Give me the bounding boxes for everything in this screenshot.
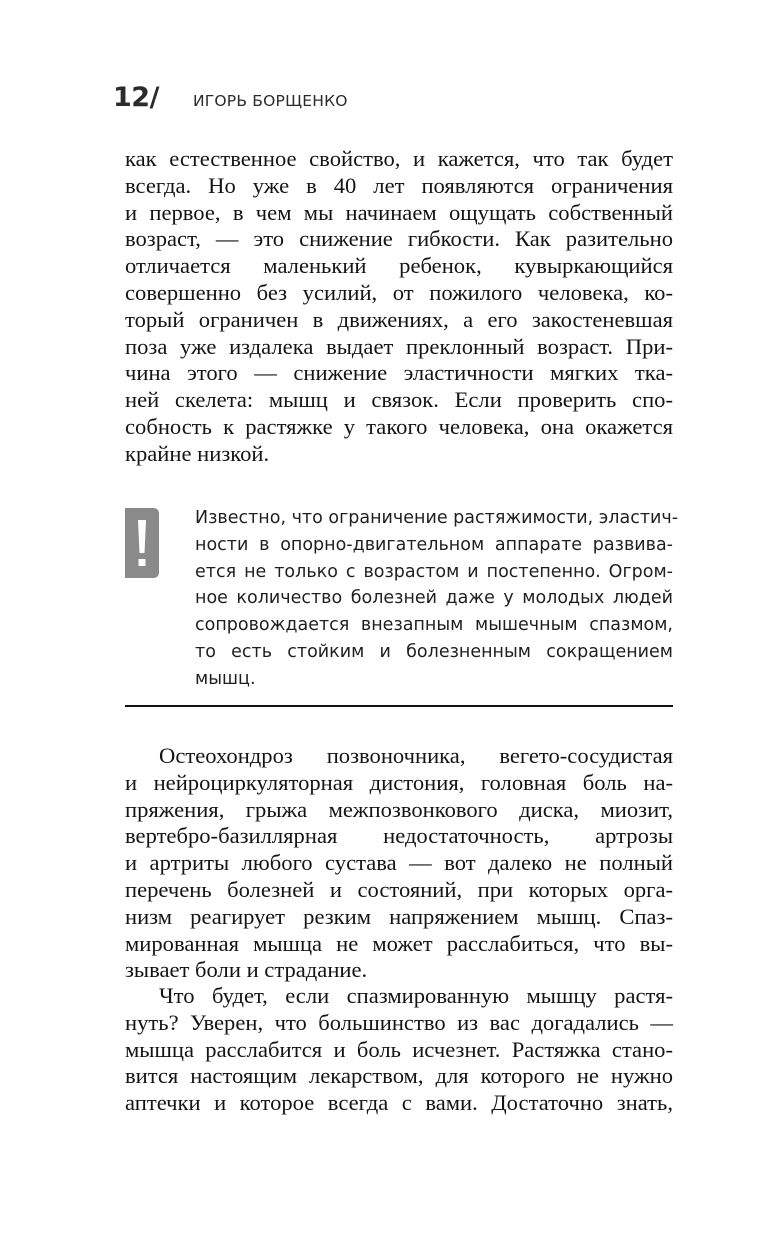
text-line: мированная мышца не может расслабиться, что вы-	[125, 930, 673, 956]
note-line: ности в опорно-двигательном аппарате развива-	[195, 534, 673, 555]
text-line: возраст, — это снижение гибкости. Как разительно	[125, 226, 673, 252]
paragraph-1	[125, 146, 673, 468]
note-text	[195, 505, 679, 693]
note-line: мышц.	[195, 668, 256, 689]
text-line: перечень болезней и состояний, при которых орга-	[125, 876, 673, 902]
paragraph-3	[125, 983, 673, 1117]
text-line: торый ограничен в движениях, а его закостеневшая	[125, 306, 673, 332]
text-line: и артриты любого сустава — вот далеко не полный	[125, 850, 673, 876]
text-line: низм реагирует резким напряжением мышц. Спаз-	[125, 903, 673, 929]
text-line: Что будет, если спазмированную мышцу растя-	[159, 983, 673, 1008]
running-header	[113, 82, 348, 113]
text-line: вертебро-базиллярная недостаточность, артрозы	[125, 823, 673, 849]
text-line: вится настоящим лекарством, для которого не нужно	[125, 1063, 673, 1089]
note-line: то есть стойким и болезненным сокращением	[195, 641, 673, 662]
text-line: поза уже издалека выдает преклонный возраст. При-	[125, 333, 673, 359]
text-line: чина этого — снижение эластичности мягких тка-	[125, 360, 673, 386]
text-line: зывает боли и страдание.	[125, 957, 368, 983]
author-name: ИГОРЬ БОРЩЕНКО	[192, 92, 348, 110]
text-line: отличается маленький ребенок, кувыркающийся	[125, 253, 673, 279]
note-line: ется не только с возрастом и постепенно. Огром-	[195, 561, 673, 582]
page-number: 12/	[113, 82, 159, 113]
text-line: и первое, в чем мы начинаем ощущать собственный	[125, 199, 673, 225]
text-line: и нейроциркуляторная дистония, головная боль на-	[125, 769, 673, 795]
text-line: аптечки и которое всегда с вами. Достаточно знать,	[125, 1090, 673, 1116]
text-line: мышца расслабится и боль исчезнет. Растяжка стано-	[125, 1036, 673, 1062]
text-line: всегда. Но уже в 40 лет появляются ограничения	[125, 172, 673, 198]
text-line: Остеохондроз позвоночника, вегето-сосудистая	[159, 743, 673, 768]
divider	[125, 705, 673, 707]
text-line: пряжения, грыжа межпозвонкового диска, миозит,	[125, 796, 673, 822]
text-line: совершенно без усилий, от пожилого человека, ко-	[125, 279, 673, 305]
note-line: ное количество болезней даже у молодых людей	[195, 588, 673, 609]
exclamation-icon	[125, 508, 159, 578]
text-line: нуть? Уверен, что большинство из вас догадались —	[125, 1009, 673, 1035]
text-line: крайне низкой.	[125, 440, 270, 466]
paragraph-2	[125, 743, 673, 984]
text-line: как естественное свойство, и кажется, что так будет	[125, 146, 673, 171]
text-line: собность к растяжке у такого человека, она окажется	[125, 413, 673, 439]
text-line: ней скелета: мышц и связок. Если проверить спо-	[125, 387, 673, 413]
note-line: сопровождается внезапным мышечным спазмом,	[195, 615, 673, 636]
note-line: Известно, что ограничение растяжимости, эластич-	[195, 508, 679, 528]
